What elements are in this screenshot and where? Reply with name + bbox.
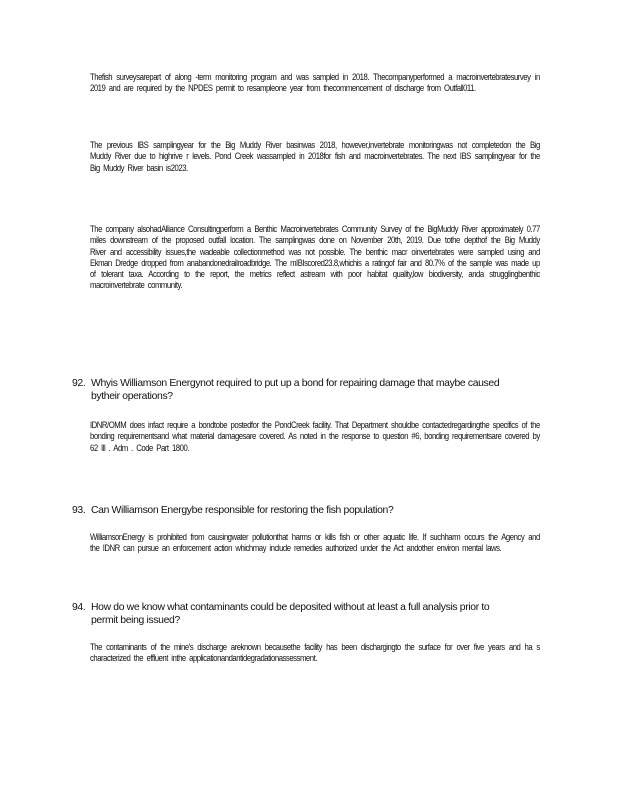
question-93 <box>72 505 512 518</box>
question-text: Can Williamson Energybe responsible for restoring the fish population? <box>91 505 394 516</box>
question-number: 93. <box>72 505 86 516</box>
question-text: Whyis Williamson Energynot required to put up a bond for repairing damage that maybe caused bytheir operations? <box>91 378 500 402</box>
answer-93: WilliamsonEnergy is prohibited from causingwater pollutionthat harms or kills fish or other aquatic life. If suchharm occurs the Agency and the IDNR can pursue an enforcement action whichmay include remedies authorized under the Act andother environ mental laws. <box>90 532 540 554</box>
paragraph-fish-surveys: Thefish surveysarepart of along -term monitoring program and was sampled in 2018. Thecompanyperformed a macroinvertebratesurvey in 2019 and are required by the NPDES permit to resampleone year from thecommencement of discharge from Outfall011. <box>90 72 540 94</box>
paragraph-ibs-sampling: The previous IBS samplingyear for the Big Muddy River basinwas 2018, however,invertebrate monitoringwas not completedon the Big Muddy River due to highrive r levels. Pond Creek wassampled in 2018for fish and macroinvertebrates. The next IBS samplingyear for the Big Muddy River basin is2023. <box>90 140 540 173</box>
question-text: How do we know what contaminants could be deposited without at least a full analysis prior to permit being issued? <box>91 602 490 626</box>
answer-92: IDNR/OMM does infact require a bondtobe postedfor the PondCreek facility. That Department shouldbe contactedregardingthe specifics of the bonding requirementsand what material damagesare covered. As noted in the response to question #6, bonding requirementsare covered by 62 Ill . Adm . Code Part 1800. <box>90 420 540 453</box>
question-number: 94. <box>72 602 86 613</box>
answer-94: The contaminants of the mine's discharge areknown becausethe facility has been dischargingto the surface for over five years and ha s characterized the effluent inthe applicationandantidegradationassessment. <box>90 642 540 664</box>
question-number: 92. <box>72 378 86 389</box>
question-94 <box>72 602 512 627</box>
question-92 <box>72 378 512 403</box>
paragraph-benthic-survey: The company alsohadAlliance Consultingperform a Benthic Macroinvertebrates Community Survey of the BigMuddy River approximately 0.77 miles downstream of the proposed outfall location. The samplingwas done on November 20th, 2019. Due tothe depthof the Big Muddy River and accessibility issues,the wadeable collectionmethod was not possible. The benthic macr oinvertebrates were sampled using and Ekman Dredge dropped from anabandonedrailroadbridge. The mIBIscored23.8,whichis a ratingof fair and 80.7% of the sample was made up of tolerant taxa. According to the report, the metrics reflect astream with poor habitat quality,low biodiversity, anda strugglingbenthic macroinvertebrate community. <box>90 224 540 291</box>
